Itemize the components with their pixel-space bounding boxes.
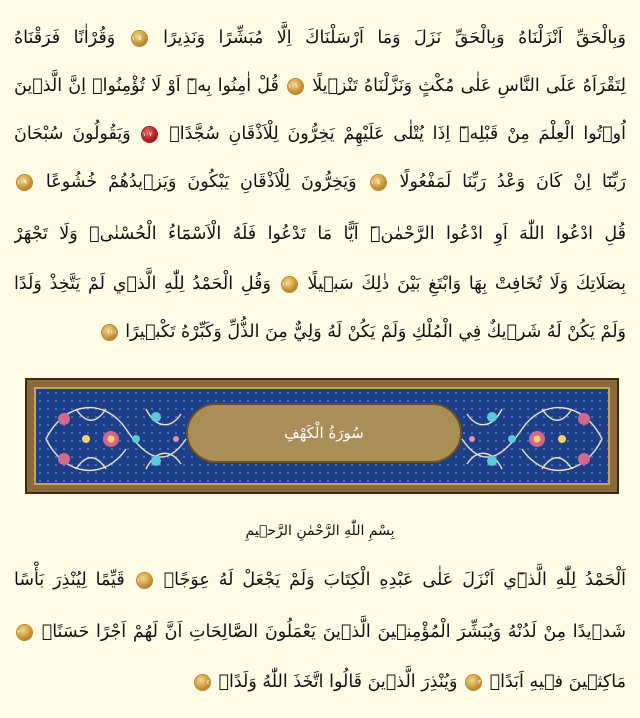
basmala: بِسْمِ اللّٰهِ الرَّحْمٰنِ الرَّح۪يمِ [245, 523, 395, 539]
verse-text: اُو۫تُوا الْعِلْمَ مِنْ قَبْلِه۪ٓ اِذَا يُتْلٰى عَلَيْهِمْ يَخِرُّونَ لِلْاَذْقَانِ سُجَّدًاۙ [169, 124, 626, 144]
surah-title-cartouche [186, 403, 462, 463]
verse-text: مَاكِث۪ينَ ف۪يهِ اَبَدًاۙ [489, 672, 626, 692]
verse-line-3 [14, 114, 626, 154]
surah-header-banner [25, 378, 619, 494]
ayah-end-marker: ١ [137, 573, 152, 588]
ayah-end-marker: ٢ [17, 625, 32, 640]
verse-text: قُلِ ادْعُوا اللّٰهَ اَوِ ادْعُوا الرَّحْمٰنَۜ اَيًّا مَا تَدْعُوا فَلَهُ الْاَسْمَٓاءُ الْحُسْنٰىۚ وَلَا تَجْهَرْ [14, 224, 626, 244]
verse-line-6 [14, 264, 626, 304]
banner-illumination [34, 387, 610, 485]
verse-text: شَد۪يدًا مِنْ لَدُنْهُ وَيُبَشِّرَ الْمُؤْمِن۪ينَ الَّذ۪ينَ يَعْمَلُونَ الصَّالِحَاتِ اَنَّ لَهُمْ اَجْرًا حَسَنًاۙ [41, 622, 626, 642]
verse-line-5 [14, 214, 626, 254]
verse-text: وَيَخِرُّونَ لِلْاَذْقَانِ يَبْكُونَ وَيَز۪يدُهُمْ خُشُوعًا [45, 172, 357, 192]
ayah-end-marker: ١٠٨ [371, 175, 386, 190]
verse-text: رَبِّنَٓا اِنْ كَانَ وَعْدُ رَبِّنَا لَمَفْعُولًا [399, 172, 626, 192]
verse-text: قُلْ اٰمِنُوا بِه۪ٓ اَوْ لَا تُؤْمِنُواۜ اِنَّ الَّذ۪ينَ [14, 76, 279, 96]
verse-line-8 [14, 560, 626, 600]
verse-text: وَيَقُولُونَ سُبْحَانَ [14, 124, 131, 144]
verse-text: وَبِالْحَقِّ اَنْزَلْنَاهُ وَبِالْحَقِّ نَزَلَ وَمَا اَرْسَلْنَاكَ اِلَّا مُبَشِّرًا وَنَذِيرًا [163, 28, 626, 48]
sajda-ayah-marker: ١٠٧ [142, 127, 157, 142]
ayah-end-marker: ١١٠ [282, 277, 297, 292]
ayah-end-marker: ٣ [466, 675, 481, 690]
ayah-end-marker: ١١١ [102, 325, 117, 340]
verse-text: وَلَمْ يَكُنْ لَهُ شَر۪يكٌ فِي الْمُلْكِ وَلَمْ يَكُنْ لَهُ وَلِيٌّ مِنَ الذُّلِّ وَكَبِّرْهُ تَكْب۪يرًا [125, 322, 626, 342]
verse-text: وَقُرْاٰنًا فَرَقْنَاهُ [14, 28, 116, 48]
verse-line-1 [14, 18, 626, 58]
ayah-end-marker: ١٠٥ [132, 31, 147, 46]
verse-text: وَقُلِ الْحَمْدُ لِلّٰهِ الَّذ۪ي لَمْ يَتَّخِذْ وَلَدًا [14, 274, 271, 294]
verse-text: قَيِّمًا لِيُنْذِرَ بَأْسًا [14, 570, 125, 590]
verse-line-9 [14, 612, 626, 652]
verse-line-10 [14, 662, 626, 702]
verse-line-2 [14, 66, 626, 106]
verse-line-7 [14, 312, 626, 352]
ayah-end-marker: ١٠٩ [17, 175, 32, 190]
verse-text: وَيُنْذِرَ الَّذ۪ينَ قَالُوا اتَّخَذَ اللّٰهُ وَلَدًاۗ [218, 672, 458, 692]
ayah-end-marker: ١٠٦ [288, 79, 303, 94]
verse-text: بِصَلَاتِكَ وَلَا تُخَافِتْ بِهَا وَابْتَغِ بَيْنَ ذٰلِكَ سَب۪يلًا [307, 274, 626, 294]
verse-text: لِتَقْرَاَهُ عَلَى النَّاسِ عَلٰى مُكْثٍ وَنَزَّلْنَاهُ تَنْز۪يلًا [312, 76, 626, 96]
verse-line-4 [14, 162, 626, 202]
ayah-end-marker: ٤ [195, 675, 210, 690]
verse-text: اَلْحَمْدُ لِلّٰهِ الَّذ۪ٓي اَنْزَلَ عَلٰى عَبْدِهِ الْكِتَابَ وَلَمْ يَجْعَلْ لَهُ عِوَجًاۜ [163, 570, 626, 590]
surah-title: سُورَةُ الْكَهْفِ [284, 424, 364, 442]
